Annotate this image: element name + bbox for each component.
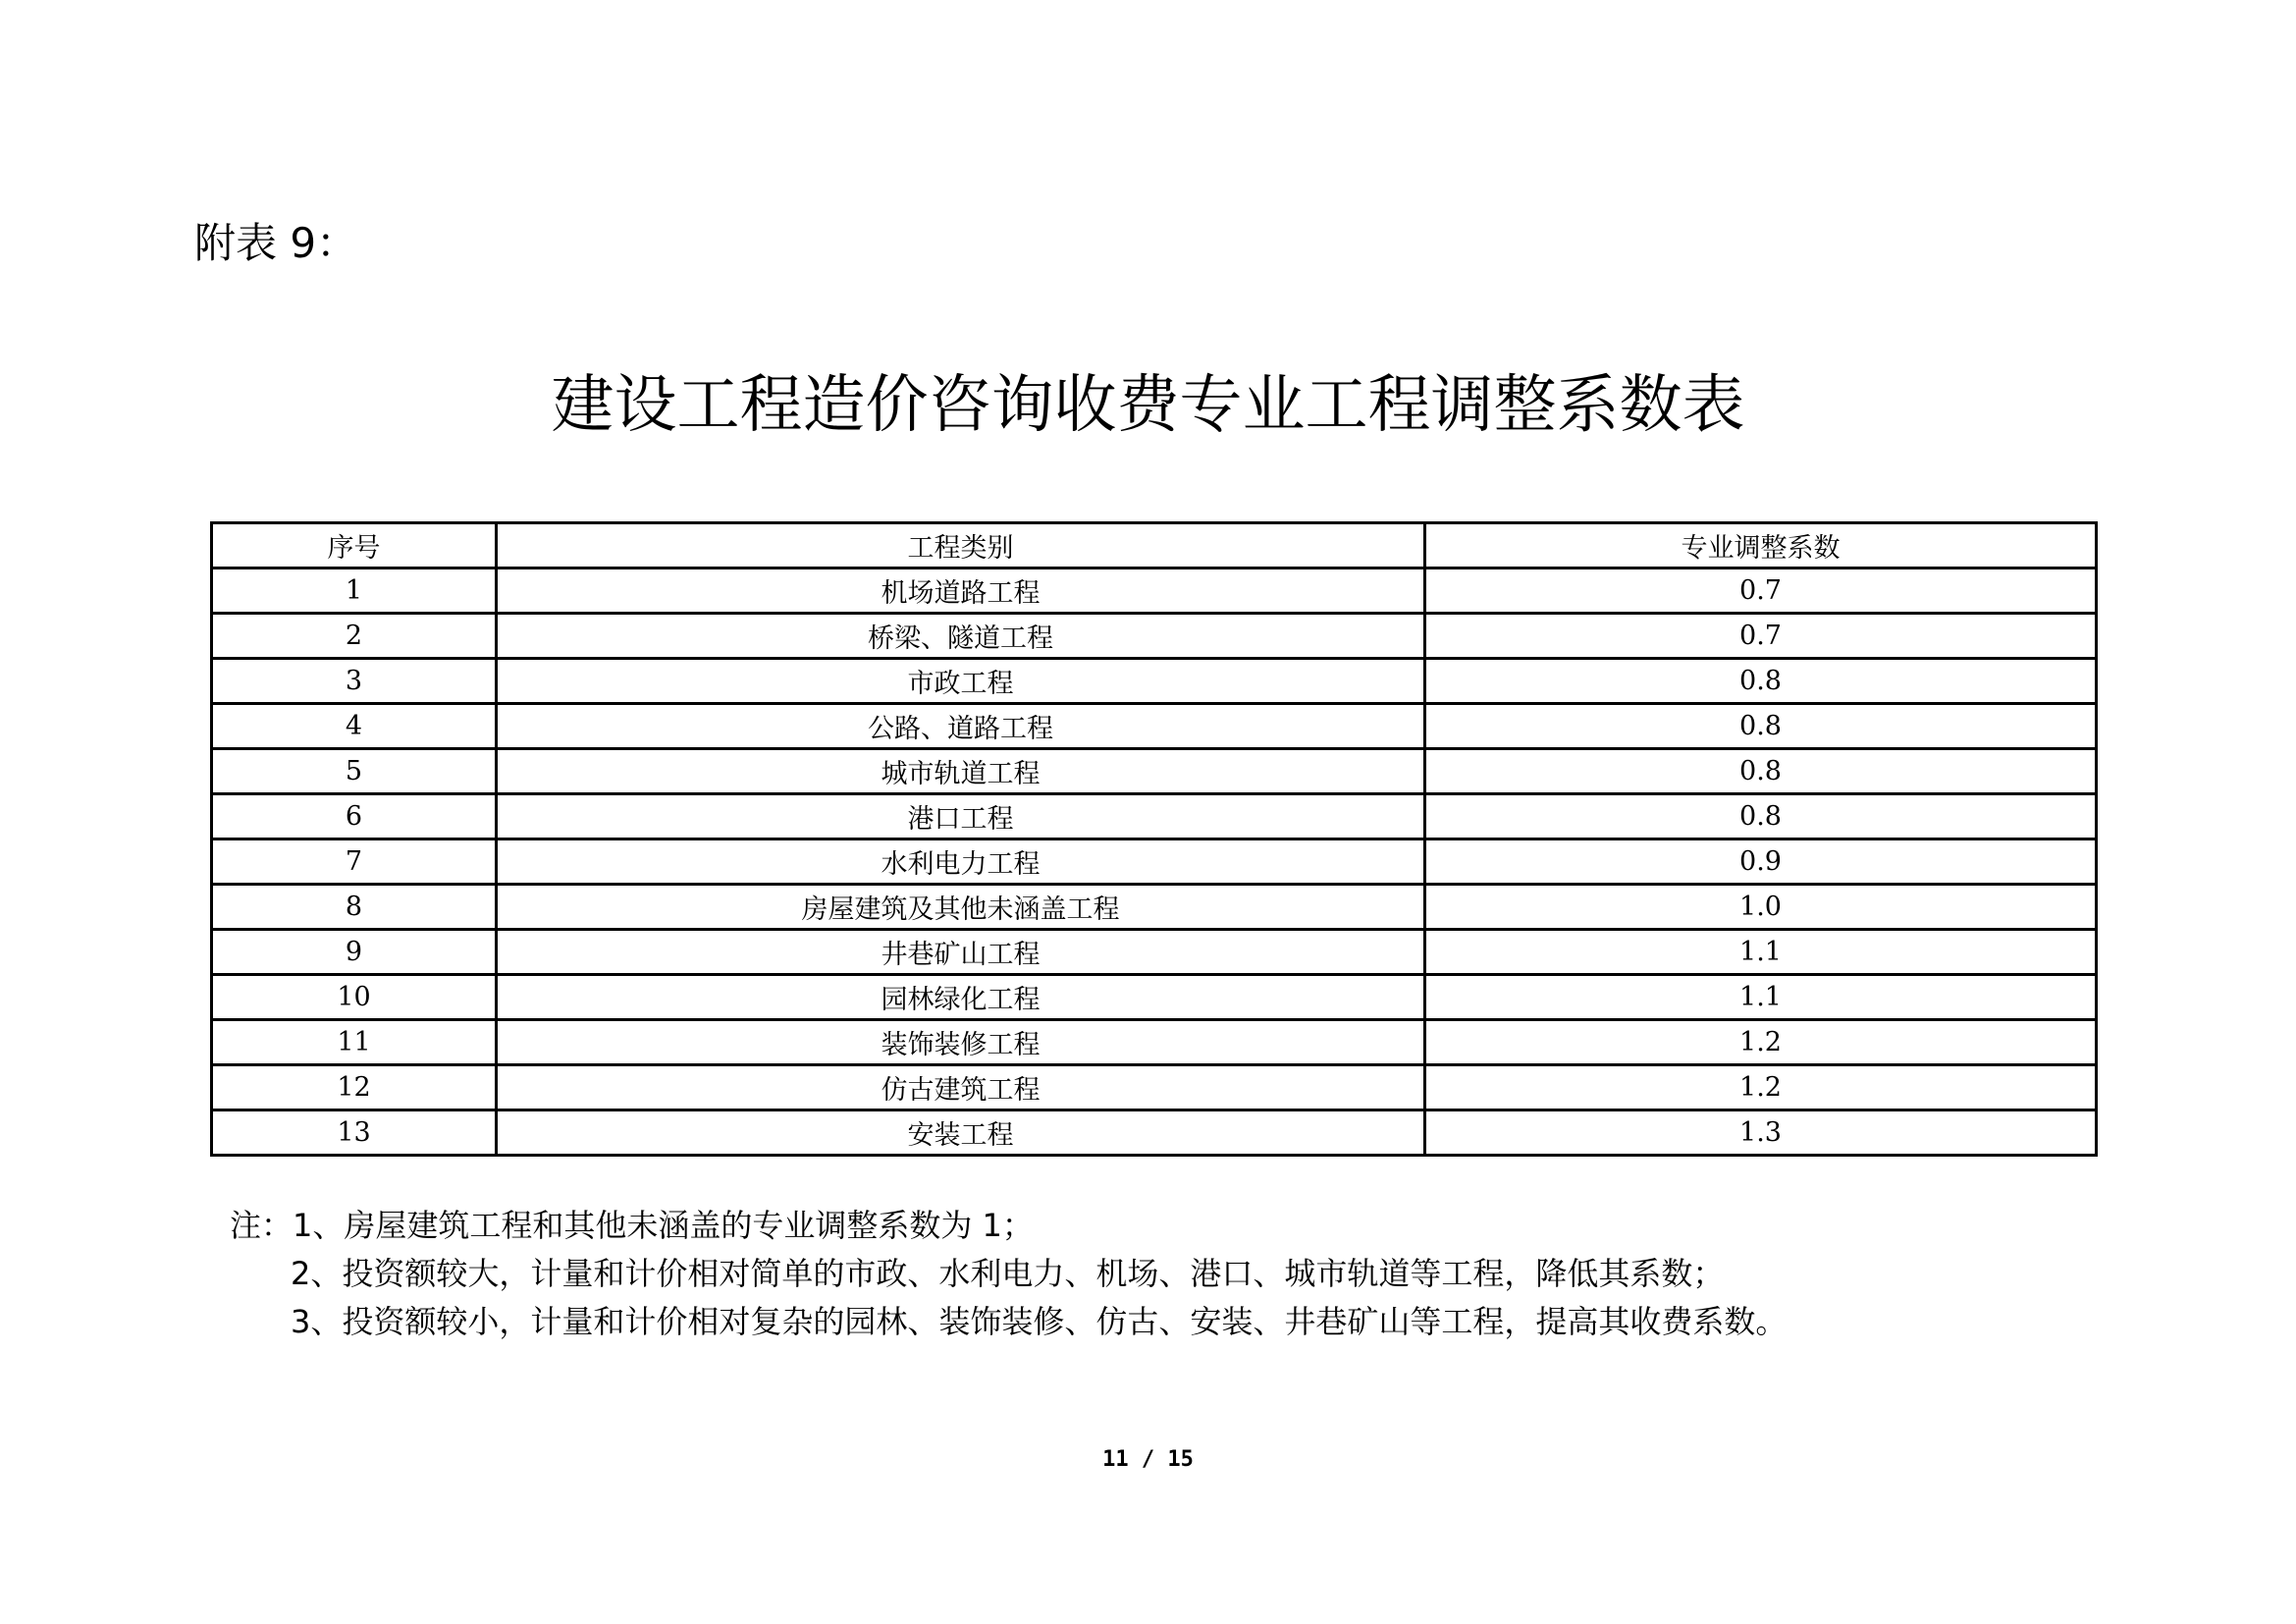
header-cell-coefficient: 专业调整系数 <box>1425 523 2097 568</box>
row-coefficient-cell: 0.8 <box>1425 704 2097 749</box>
table-row <box>212 885 2097 930</box>
table-row <box>212 1020 2097 1065</box>
row-category-cell: 房屋建筑及其他未涵盖工程 <box>497 885 1425 930</box>
row-index-cell: 6 <box>212 794 497 839</box>
row-category-cell: 机场道路工程 <box>497 568 1425 614</box>
row-index-cell: 3 <box>212 659 497 704</box>
table-row <box>212 1065 2097 1110</box>
row-category-cell: 城市轨道工程 <box>497 749 1425 794</box>
row-coefficient-cell: 0.8 <box>1425 659 2097 704</box>
table-row <box>212 704 2097 749</box>
row-category-cell: 仿古建筑工程 <box>497 1065 1425 1110</box>
coefficient-table <box>210 521 2098 1157</box>
row-category-cell: 公路、道路工程 <box>497 704 1425 749</box>
row-index-cell: 8 <box>212 885 497 930</box>
header-cell-index: 序号 <box>212 523 497 568</box>
row-category-cell: 港口工程 <box>497 794 1425 839</box>
table-row <box>212 614 2097 659</box>
table-row <box>212 659 2097 704</box>
table-row <box>212 839 2097 885</box>
row-index-cell: 10 <box>212 975 497 1020</box>
row-category-cell: 井巷矿山工程 <box>497 930 1425 975</box>
row-index-cell: 7 <box>212 839 497 885</box>
appendix-label: 附表 9： <box>194 219 358 267</box>
row-index-cell: 5 <box>212 749 497 794</box>
row-category-cell: 园林绿化工程 <box>497 975 1425 1020</box>
note-line: 2、投资额较大，计量和计价相对简单的市政、水利电力、机场、港口、城市轨道等工程，降低其系数； <box>291 1255 1725 1292</box>
table-row <box>212 794 2097 839</box>
row-coefficient-cell: 1.3 <box>1425 1110 2097 1156</box>
header-cell-category: 工程类别 <box>497 523 1425 568</box>
row-category-cell: 装饰装修工程 <box>497 1020 1425 1065</box>
row-category-cell: 桥梁、隧道工程 <box>497 614 1425 659</box>
row-coefficient-cell: 0.8 <box>1425 794 2097 839</box>
row-index-cell: 1 <box>212 568 497 614</box>
table-row <box>212 568 2097 614</box>
table-header-row <box>212 523 2097 568</box>
table-row <box>212 749 2097 794</box>
row-coefficient-cell: 1.1 <box>1425 930 2097 975</box>
row-index-cell: 11 <box>212 1020 497 1065</box>
row-coefficient-cell: 0.9 <box>1425 839 2097 885</box>
row-coefficient-cell: 0.7 <box>1425 568 2097 614</box>
row-index-cell: 13 <box>212 1110 497 1156</box>
row-coefficient-cell: 1.1 <box>1425 975 2097 1020</box>
row-category-cell: 安装工程 <box>497 1110 1425 1156</box>
row-index-cell: 12 <box>212 1065 497 1110</box>
row-coefficient-cell: 0.7 <box>1425 614 2097 659</box>
row-coefficient-cell: 1.0 <box>1425 885 2097 930</box>
note-line: 3、投资额较小，计量和计价相对复杂的园林、装饰装修、仿古、安装、井巷矿山等工程，提高其收费系数。 <box>291 1303 1788 1340</box>
document-title: 建设工程造价咨询收费专业工程调整系数表 <box>551 369 1745 442</box>
row-coefficient-cell: 1.2 <box>1425 1065 2097 1110</box>
table-row <box>212 1110 2097 1156</box>
table-row <box>212 930 2097 975</box>
row-coefficient-cell: 0.8 <box>1425 749 2097 794</box>
row-index-cell: 9 <box>212 930 497 975</box>
table-row <box>212 975 2097 1020</box>
row-index-cell: 2 <box>212 614 497 659</box>
row-category-cell: 市政工程 <box>497 659 1425 704</box>
notes-block <box>230 1202 1787 1346</box>
row-index-cell: 4 <box>212 704 497 749</box>
row-category-cell: 水利电力工程 <box>497 839 1425 885</box>
note-line: 注：1、房屋建筑工程和其他未涵盖的专业调整系数为 1； <box>230 1207 1034 1244</box>
row-coefficient-cell: 1.2 <box>1425 1020 2097 1065</box>
page-number: 11 / 15 <box>1102 1447 1194 1472</box>
coefficient-table-container <box>210 521 2095 1157</box>
